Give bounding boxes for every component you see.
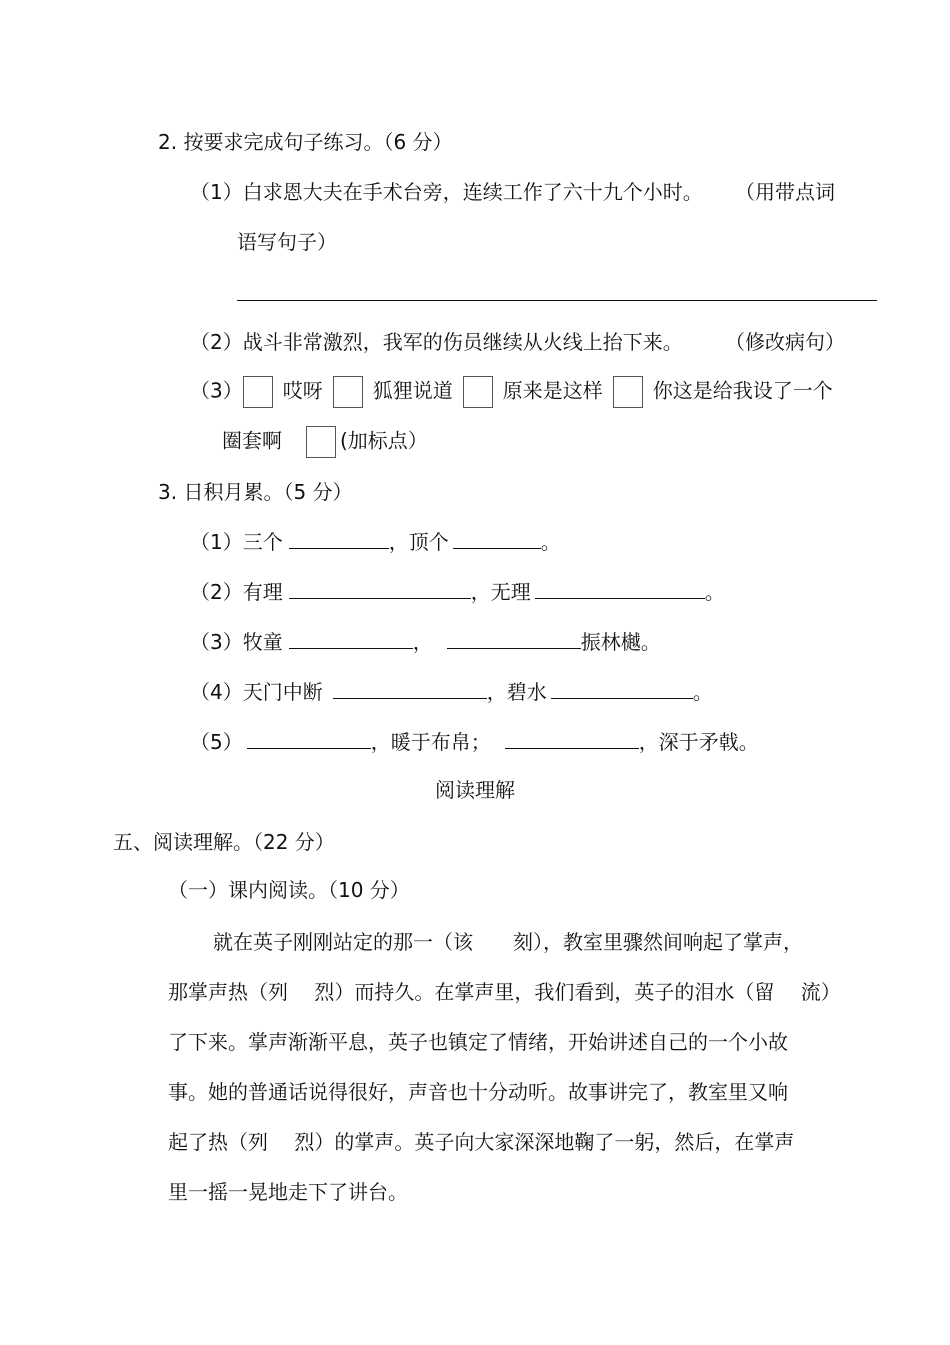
answer-blank[interactable] <box>551 678 693 699</box>
answer-blank[interactable] <box>447 628 581 649</box>
q3-item <box>190 578 725 606</box>
q5-heading: 五、阅读理解。（22 分） <box>113 830 335 854</box>
q3-item-num: （2） <box>190 580 243 604</box>
q3-item-text: 。 <box>540 530 561 554</box>
punctuation-box[interactable] <box>243 376 273 408</box>
q2-item1-note: （用带点词 <box>735 180 835 204</box>
q3-item <box>190 678 713 706</box>
reading-paragraph-line: 事。她的普通话说得很好，声音也十分动听。故事讲完了，教室里又响 <box>168 1080 788 1104</box>
q2-item3-part: 原来是这样 <box>502 378 603 403</box>
reading-paragraph-line: 里一摇一晃地走下了讲台。 <box>168 1180 408 1204</box>
q3-item-text: 。 <box>692 680 713 704</box>
q3-item-num: （5） <box>190 730 243 754</box>
answer-blank[interactable] <box>535 578 705 599</box>
answer-blank[interactable] <box>333 678 487 699</box>
reading-paragraph-line: 起了热（列 烈）的掌声。英子向大家深深地鞠了一躬，然后，在掌声 <box>168 1130 795 1154</box>
q2-item1-answer-line[interactable] <box>237 300 877 301</box>
answer-blank[interactable] <box>289 528 389 549</box>
reading-paragraph-line: 就在英子刚刚站定的那一（该 刻），教室里骤然间响起了掌声， <box>213 930 803 954</box>
punctuation-box[interactable] <box>613 376 643 408</box>
q2-item2-text: （2）战斗非常激烈，我军的伤员继续从火线上抬下来。 <box>190 330 683 354</box>
q3-item-text: 牧童 <box>242 630 283 654</box>
reading-paragraph-line: 了下来。掌声渐渐平息，英子也镇定了情绪，开始讲述自己的一个小故 <box>168 1030 788 1054</box>
q3-item-text: ，顶个 <box>388 530 449 554</box>
answer-blank[interactable] <box>453 528 541 549</box>
q2-item3-note: (加标点） <box>340 428 428 453</box>
q3-item-num: （3） <box>190 630 243 654</box>
q2-item3-cont <box>222 426 428 458</box>
q3-item-text: ，碧水 <box>486 680 547 704</box>
q3-item-text: 。 <box>704 580 725 604</box>
q2-item2-note: （修改病句） <box>725 330 845 354</box>
q3-heading: 3. 日积月累。（5 分） <box>158 480 353 504</box>
q2-heading: 2. 按要求完成句子练习。（6 分） <box>158 130 453 154</box>
q5-sub-heading: （一）课内阅读。（10 分） <box>168 878 410 902</box>
q3-item-text: ，深于矛戟。 <box>638 730 759 754</box>
punctuation-box[interactable] <box>333 376 363 408</box>
q2-item3 <box>190 376 833 408</box>
q2-item3-num: （3） <box>190 378 243 403</box>
punctuation-box[interactable] <box>463 376 493 408</box>
q3-item-num: （1） <box>190 530 243 554</box>
answer-blank[interactable] <box>505 728 639 749</box>
q3-item-text: 振林樾。 <box>580 630 661 654</box>
q3-item <box>190 728 759 756</box>
q2-item1-text: （1）白求恩大夫在手术台旁，连续工作了六十九个小时。 <box>190 180 703 204</box>
q2-item3-part: 狐狸说道 <box>372 378 453 403</box>
answer-blank[interactable] <box>247 728 371 749</box>
answer-blank[interactable] <box>289 628 413 649</box>
answer-blank[interactable] <box>289 578 471 599</box>
q2-item3-part: 哎呀 <box>282 378 323 403</box>
reading-paragraph-line: 那掌声热（列 烈）而持久。在掌声里，我们看到，英子的泪水（留 流） <box>168 980 841 1004</box>
q3-item-text: ， <box>412 630 433 654</box>
q2-item1-note-cont: 语写句子） <box>237 230 337 254</box>
q3-item-text: 三个 <box>242 530 283 554</box>
q3-item-text: ，无理 <box>470 580 531 604</box>
q3-item-text: ，暖于布帛； <box>370 730 491 754</box>
q3-item-text: 天门中断 <box>242 680 323 704</box>
q3-item <box>190 528 561 556</box>
q3-item-num: （4） <box>190 680 243 704</box>
section-title: 阅读理解 <box>435 778 515 802</box>
punctuation-box[interactable] <box>306 426 336 458</box>
q3-item <box>190 628 661 656</box>
q2-item3-part: 你这是给我设了一个 <box>652 378 833 403</box>
q3-item-text: 有理 <box>242 580 283 604</box>
q2-item3-cont-text: 圈套啊 <box>222 428 282 453</box>
